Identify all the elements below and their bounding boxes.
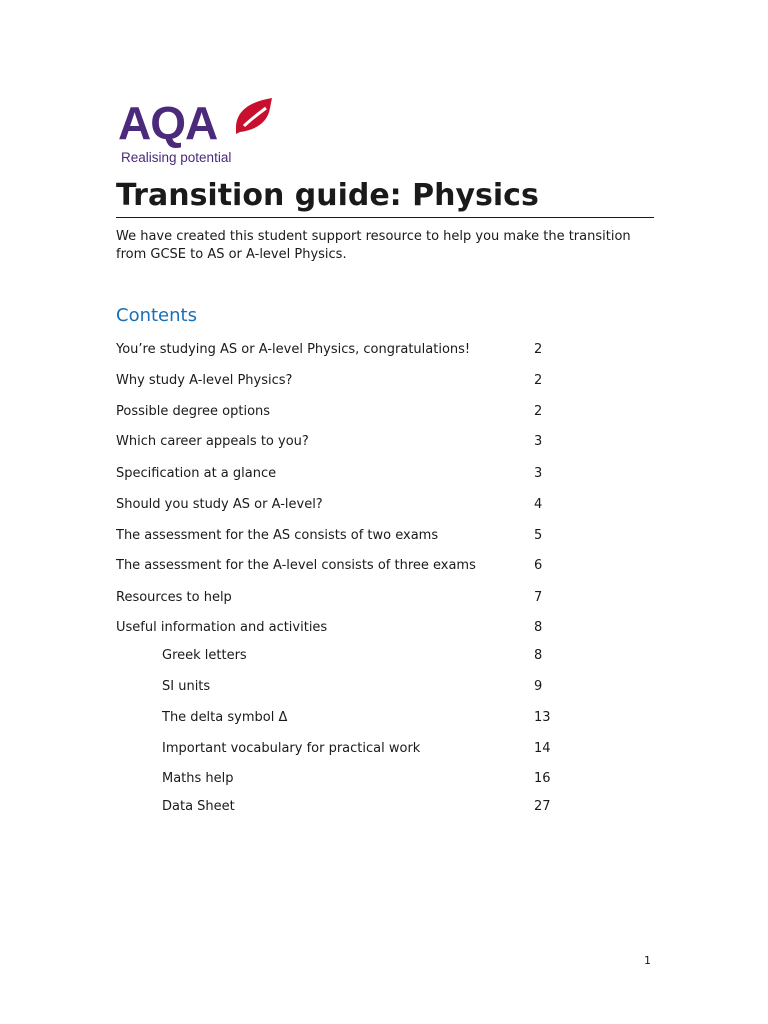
toc-entry-page: 7 [534,590,543,605]
toc-entry-label: Maths help [162,771,234,786]
contents-heading: Contents [116,305,197,326]
toc-entry-page: 3 [534,466,543,481]
page-title: Transition guide: Physics [116,178,539,213]
title-divider [116,217,654,218]
page-number: 1 [644,954,651,967]
toc-entry-page: 8 [534,620,543,635]
toc-entry-label: The delta symbol Δ [162,710,288,725]
toc-entry-label: SI units [162,679,211,694]
logo-wordmark: AQA [118,97,218,149]
toc-entry-page: 2 [534,342,543,357]
logo-tagline: Realising potential [121,150,232,165]
toc-entry-page: 14 [534,741,551,756]
toc-entry-label: Data Sheet [162,799,235,814]
intro-paragraph: We have created this student support resource to help you make the transition from GCSE to AS or A-level Physics. [116,229,631,262]
toc-entry-page: 4 [534,497,543,512]
toc-entry-label: Greek letters [162,648,247,663]
toc-entry-label: Should you study AS or A-level? [116,497,323,512]
toc-entry-label: You’re studying AS or A-level Physics, congratulations! [116,342,471,357]
toc-entry-page: 3 [534,434,543,449]
aqa-logo [118,96,278,168]
toc-entry-label: Specification at a glance [116,466,277,481]
toc-entry-page: 5 [534,528,543,543]
toc-entry-page: 6 [534,558,543,573]
toc-entry-label: Possible degree options [116,404,271,419]
toc-entry-page: 16 [534,771,551,786]
toc-entry-page: 8 [534,648,543,663]
toc-entry-page: 27 [534,799,551,814]
toc-entry-label: Important vocabulary for practical work [162,741,421,756]
toc-entry-page: 2 [534,404,543,419]
toc-entry-label: Resources to help [116,590,232,605]
toc-entry-label: The assessment for the AS consists of two exams [116,528,439,543]
toc-entry-label: The assessment for the A-level consists of three exams [116,558,476,573]
toc-entry-page: 9 [534,679,543,694]
toc-entry-label: Why study A-level Physics? [116,373,293,388]
toc-entry-label: Which career appeals to you? [116,434,309,449]
toc-entry-page: 13 [534,710,551,725]
toc-entry-label: Useful information and activities [116,620,328,635]
toc-entry-page: 2 [534,373,543,388]
aqa-leaf-icon [234,98,272,134]
